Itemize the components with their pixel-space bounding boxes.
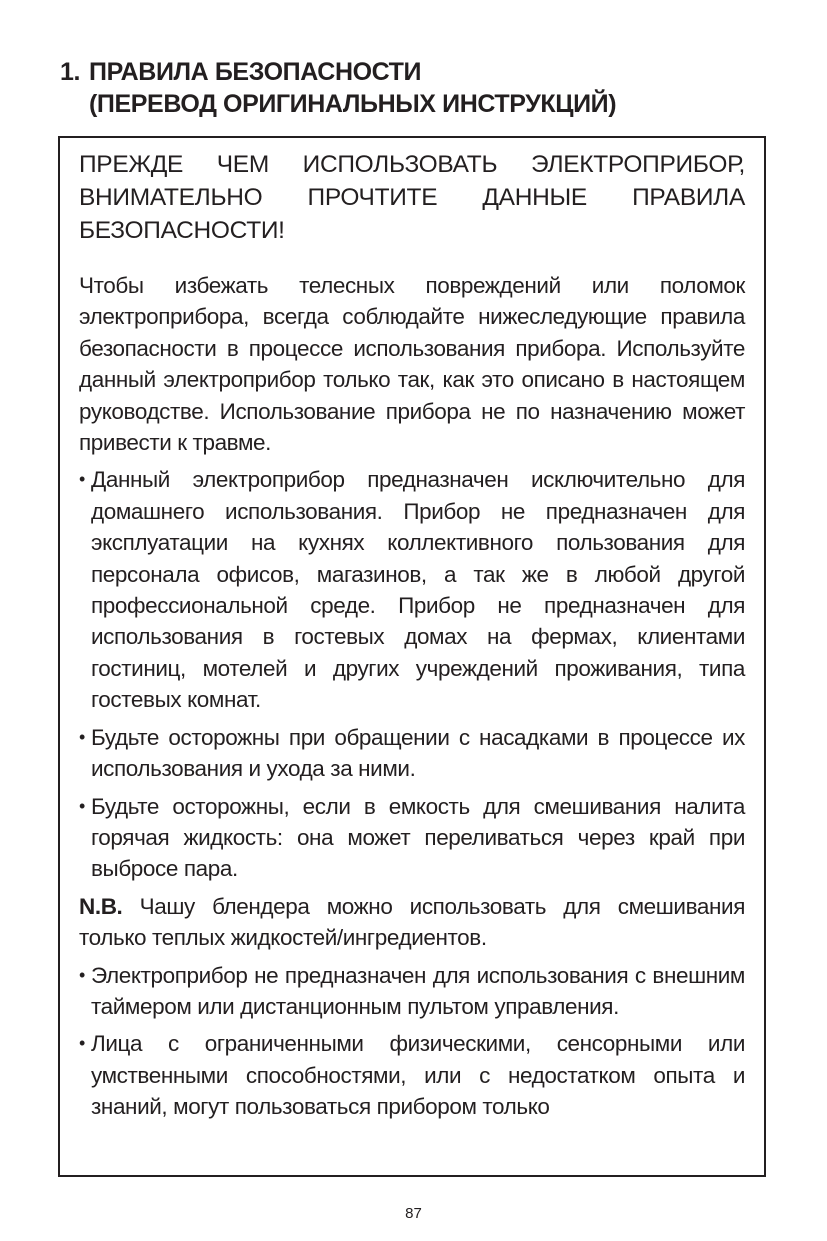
list-item [79, 1028, 745, 1122]
bullet-icon: • [79, 795, 85, 816]
section-title-line-2: (ПЕРЕВОД ОРИГИНАЛЬНЫХ ИНСТРУКЦИЙ) [89, 90, 617, 118]
warning-heading: ПРЕЖДЕ ЧЕМ ИСПОЛЬЗОВАТЬ ЭЛЕКТРОПРИБОР, ВНИМАТЕЛЬНО ПРОЧТИТЕ ДАННЫЕ ПРАВИЛА БЕЗОПАСНОСТИ! [79, 151, 745, 244]
bullet-icon: • [79, 726, 85, 747]
list-item-text: Лица с ограниченными физическими, сенсорными или умственными способностями, или с недостатком опыта и знаний, могут пользоваться прибором только [91, 1031, 745, 1120]
list-item-text: Данный электроприбор предназначен исключительно для домашнего использования. Прибор не предназначен для эксплуатации на кухнях коллективного пользования для персонала офисов, магазинов, а так же в любой другой профессиональной среде. Прибор не предназначен для использования в гостевых домах на фермах, клиентами гостиниц, мотелей и других учреждений проживания, типа гостевых комнат. [91, 467, 745, 713]
bullet-icon: • [79, 964, 85, 985]
note-label: N.B. [79, 893, 123, 919]
list-item-text: Электроприбор не предназначен для использования с внешним таймером или дистанционным пультом управления. [91, 962, 745, 1019]
intro-paragraph: Чтобы избежать телесных повреждений или поломок электроприбора, всегда соблюдайте нижеследующие правила безопасности в процессе использования прибора. Используйте данный электроприбор только так, как это описано в настоящем руководстве. Использование прибора не по назначению может привести к травме. [79, 273, 745, 456]
list-item-text: Будьте осторожны, если в емкость для смешивания налита горячая жидкость: она может переливаться через край при выбросе пара. [91, 793, 745, 882]
list-item [79, 960, 745, 1023]
safety-rules-box [58, 136, 766, 1177]
safety-list-a [79, 464, 745, 884]
page-number: 87 [405, 1205, 422, 1222]
bullet-icon: • [79, 1033, 85, 1054]
section-number: 1. [60, 58, 81, 86]
list-item [79, 722, 745, 785]
safety-list-b [79, 960, 745, 1123]
bullet-icon: • [79, 469, 85, 490]
list-item [79, 464, 745, 715]
page-title [60, 56, 780, 120]
note-text: Чашу блендера можно использовать для смешивания только теплых жидкостей/ингредиентов. [79, 893, 745, 951]
note-paragraph [79, 891, 745, 954]
list-item-text: Будьте осторожны при обращении с насадками в процессе их использования и ухода за ними. [91, 724, 745, 782]
list-item [79, 791, 745, 885]
section-title-line-1: ПРАВИЛА БЕЗОПАСНОСТИ [89, 58, 422, 86]
